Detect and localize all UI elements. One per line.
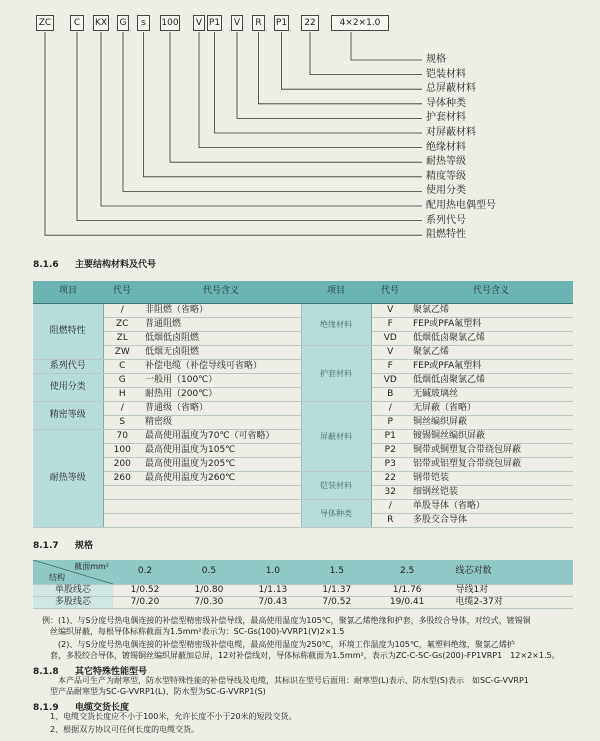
meaning-cell: 无屏蔽（省略） (409, 401, 573, 415)
meaning-cell: FEP或PFA氟塑料 (409, 317, 573, 331)
meaning-cell: FEP或PFA氟塑料 (409, 359, 573, 373)
legend-label: 阻燃特性 (426, 229, 466, 241)
code-cell: H (103, 387, 141, 401)
section-number: 8.1.8 (33, 667, 59, 677)
type-code-box: 22 (301, 15, 319, 31)
spec-corner-cell (33, 560, 113, 584)
spec-col-header: 1.0 (241, 560, 305, 584)
code-cell: P3 (371, 457, 409, 471)
type-code-box: V (231, 15, 243, 31)
code-cell: B (371, 387, 409, 401)
legend-leader-line (310, 32, 422, 75)
legend-leader-line (45, 32, 422, 235)
special-note-2: 型产品耐寒型为SC-G-VVRP1(L)、防水型为SC-G-VVRP1(S) (50, 687, 266, 696)
section-817-heading (33, 538, 93, 551)
group-cell: 铠装材料 (301, 471, 371, 499)
legend-label: 护套材料 (426, 112, 466, 124)
group-cell: 阻燃特性 (33, 303, 103, 359)
spec-row (33, 584, 573, 596)
spec-col-header: 0.5 (177, 560, 241, 584)
meaning-cell: 聚氯乙烯 (409, 345, 573, 359)
legend-leader-line (101, 32, 422, 206)
legend-leader-line (351, 32, 422, 60)
type-code-box: G (117, 15, 129, 31)
meaning-cell: 细钢丝铠装 (409, 485, 573, 499)
legend-label: 使用分类 (426, 185, 466, 197)
example-note-2: (2)、与S分度号热电偶连接的补偿型精密级补偿电缆，最高使用温度为250℃，环境工作温度为105℃，氟塑料绝缘，聚氯乙烯护 (58, 640, 515, 649)
table-row (33, 303, 573, 317)
spec-col-header: 0.2 (113, 560, 177, 584)
code-cell: S (103, 415, 141, 429)
code-cell: G (103, 373, 141, 387)
type-code-box: P1 (207, 15, 222, 31)
legend-label: 配用热电偶型号 (426, 200, 496, 211)
meaning-cell (141, 513, 301, 527)
group-cell: 绝缘材料 (301, 303, 371, 345)
meaning-cell: 镀锡铜丝编织屏蔽 (409, 429, 573, 443)
section-title: 电缆交货长度 (75, 703, 130, 713)
delivery-note-2: 2、根据双方协议可任何长度的电缆交货。 (50, 725, 200, 734)
legend-leader-line (237, 32, 422, 118)
legend-label: 导体种类 (426, 97, 466, 109)
legend-label: 规格 (426, 54, 446, 65)
meaning-cell (141, 499, 301, 513)
type-code-box: R (252, 15, 265, 31)
meaning-cell: 单股导体（省略） (409, 499, 573, 513)
meaning-cell: 铜丝编织屏蔽 (409, 415, 573, 429)
spec-cell: 1/0.52 (113, 584, 177, 596)
code-cell: / (103, 303, 141, 317)
legend-label: 精度等级 (426, 170, 466, 182)
code-cell: 200 (103, 457, 141, 471)
spec-row (33, 596, 573, 608)
meaning-cell: 最高使用温度为70℃（可省略） (141, 429, 301, 443)
group-cell: 耐热等级 (33, 429, 103, 527)
spec-cell: 1/1.76 (369, 584, 446, 596)
code-cell: C (103, 359, 141, 373)
table-row (33, 345, 573, 359)
meaning-cell: 最高使用温度为260℃ (141, 471, 301, 485)
meaning-cell: 非阻燃（省略） (141, 303, 301, 317)
meaning-cell: 耐热用（200℃） (141, 387, 301, 401)
code-cell: ZC (103, 317, 141, 331)
spec-cell: 7/0.30 (177, 596, 241, 608)
legend-label: 铠装材料 (426, 68, 466, 80)
code-cell: P1 (371, 429, 409, 443)
meaning-cell: 低烟低卤聚氯乙烯 (409, 331, 573, 345)
code-cell: 260 (103, 471, 141, 485)
section-title: 其它特殊性能型号 (75, 667, 148, 677)
example-note-1: 例：(1)、与S分度号热电偶连接的补偿型精密级补偿导线，最高使用温度为105℃，聚氯乙烯绝缘和护套，多股绞合导体，对绞式，镀锡铜 (42, 616, 531, 625)
meaning-cell: 补偿电缆（补偿导线可省略） (141, 359, 301, 373)
section-number: 8.1.7 (33, 541, 59, 551)
type-code-box: 4×2×1.0 (331, 15, 389, 31)
type-code-box: C (70, 15, 84, 31)
meaning-cell (141, 485, 301, 499)
section-title: 主要结构材料及代号 (75, 260, 157, 270)
type-code-box: P1 (274, 15, 289, 31)
code-cell (103, 485, 141, 499)
code-cell: P (371, 415, 409, 429)
code-cell: R (371, 513, 409, 527)
spec-corner-top: 截面mm² (74, 562, 109, 571)
meaning-cell: 聚氯乙烯 (409, 303, 573, 317)
code-cell: F (371, 317, 409, 331)
spec-cell: 7/0.43 (241, 596, 305, 608)
meaning-cell: 低烟无卤阻燃 (141, 345, 301, 359)
legend-leader-line (170, 32, 422, 162)
spec-cell: 1/1.37 (305, 584, 369, 596)
group-cell: 系列代号 (33, 359, 103, 373)
group-cell: 使用分类 (33, 373, 103, 401)
spec-cell: 1/0.80 (177, 584, 241, 596)
col-header-code-left: 代号 (103, 281, 141, 303)
section-title: 规格 (75, 541, 94, 551)
spec-cell: 7/0.20 (113, 596, 177, 608)
group-cell: 护套材料 (301, 345, 371, 401)
col-header-item-right: 项目 (301, 281, 371, 303)
spec-header-row (33, 560, 573, 584)
type-code-box: s (137, 15, 150, 31)
legend-leader-line (123, 32, 422, 191)
legend-leader-line (259, 32, 423, 104)
code-cell: P2 (371, 443, 409, 457)
structure-material-table (33, 281, 573, 528)
spec-row-label: 多股线芯 (33, 596, 113, 608)
meaning-cell: 低烟低卤聚氯乙烯 (409, 373, 573, 387)
meaning-cell: 铜带或铜塑复合带绕包屏蔽 (409, 443, 573, 457)
legend-label: 总屏蔽材料 (426, 83, 476, 95)
code-cell: V (371, 345, 409, 359)
col-header-meaning-left: 代号含义 (141, 281, 301, 303)
meaning-cell: 最高使用温度为205℃ (141, 457, 301, 471)
group-cell: 精密等级 (33, 401, 103, 429)
meaning-cell: 一般用（100℃） (141, 373, 301, 387)
code-cell (103, 499, 141, 513)
legend-label: 对屏蔽材料 (426, 127, 476, 138)
legend-leader-line (199, 32, 422, 148)
spec-cell: 电缆2-37对 (445, 596, 573, 608)
meaning-cell: 普通阻燃 (141, 317, 301, 331)
legend-label: 绝缘材料 (426, 141, 466, 153)
col-header-meaning-right: 代号含义 (409, 281, 573, 303)
code-cell: / (103, 401, 141, 415)
code-cell: F (371, 359, 409, 373)
section-number: 8.1.6 (33, 260, 59, 270)
type-code-box: ZC (36, 15, 54, 31)
code-cell: VD (371, 373, 409, 387)
code-cell: ZW (103, 345, 141, 359)
meaning-cell: 多股交合导体 (409, 513, 573, 527)
table-row (33, 471, 573, 485)
section-number: 8.1.9 (33, 703, 59, 713)
col-header-item-left: 项目 (33, 281, 103, 303)
meaning-cell: 普通级（省略） (141, 401, 301, 415)
spec-col-header: 2.5 (369, 560, 446, 584)
meaning-cell: 低烟低卤阻燃 (141, 331, 301, 345)
meaning-cell: 精密级 (141, 415, 301, 429)
spec-corner-bottom: 结构 (49, 572, 65, 582)
delivery-note-1: 1、电缆交货长度应不小于100米，允许长度不小于20米的短段交货。 (50, 712, 297, 721)
type-code-box: 100 (160, 15, 180, 31)
code-cell: / (371, 401, 409, 415)
meaning-cell: 铝带或铝塑复合带绕包屏蔽 (409, 457, 573, 471)
spec-cell: 19/0.41 (369, 596, 446, 608)
code-cell: VD (371, 331, 409, 345)
meaning-cell: 钢带铠装 (409, 471, 573, 485)
code-cell: ZL (103, 331, 141, 345)
spec-cell: 导线1对 (445, 584, 573, 596)
type-code-legend-diagram (0, 0, 600, 250)
example-note-1-cont: 丝编织屏蔽，每根导体标称截面为1.5mm²表示为：SC-Gs(100)-VVRP1(V)2×1.5 (50, 627, 345, 636)
type-code-box: KX (93, 15, 109, 31)
code-cell (103, 513, 141, 527)
type-code-box: V (193, 15, 205, 31)
group-cell: 导体种类 (301, 499, 371, 527)
legend-leader-line (282, 32, 423, 89)
table-row (33, 499, 573, 513)
spec-row-label: 单股线芯 (33, 584, 113, 596)
specification-table (33, 560, 573, 609)
code-cell: 100 (103, 443, 141, 457)
legend-leader-line (144, 32, 423, 177)
spec-col-header: 1.5 (305, 560, 369, 584)
spec-cell: 1/1.13 (241, 584, 305, 596)
code-cell: V (371, 303, 409, 317)
col-header-code-right: 代号 (371, 281, 409, 303)
meaning-cell: 无碱玻璃丝 (409, 387, 573, 401)
section-816-heading (33, 257, 156, 270)
spec-col-header: 线芯对数 (445, 560, 573, 584)
code-cell: 22 (371, 471, 409, 485)
spec-cell: 7/0.52 (305, 596, 369, 608)
code-cell: 70 (103, 429, 141, 443)
example-note-2-cont: 套，多股绞合导体，镀锡铜丝编织屏蔽加总屏，12对补偿线对，导体标称截面为1.5mm²，表示为ZC-C-SC-Gs(200)-FP1VRP1 12×2×1.5。 (50, 651, 560, 660)
code-cell: 32 (371, 485, 409, 499)
table-row (33, 401, 573, 415)
legend-label: 系列代号 (426, 214, 466, 226)
legend-label: 耐热等级 (426, 156, 466, 168)
code-cell: / (371, 499, 409, 513)
special-note-1: 本产品可生产为耐寒型，防水型特殊性能的补偿导线及电缆，其标识在型号后面用：耐寒型(L)表示、防水型(S)表示 如SC-G-VVRP1 (58, 676, 529, 685)
meaning-cell: 最高使用温度为105℃ (141, 443, 301, 457)
group-cell: 屏蔽材料 (301, 401, 371, 471)
legend-leader-line (215, 32, 423, 133)
